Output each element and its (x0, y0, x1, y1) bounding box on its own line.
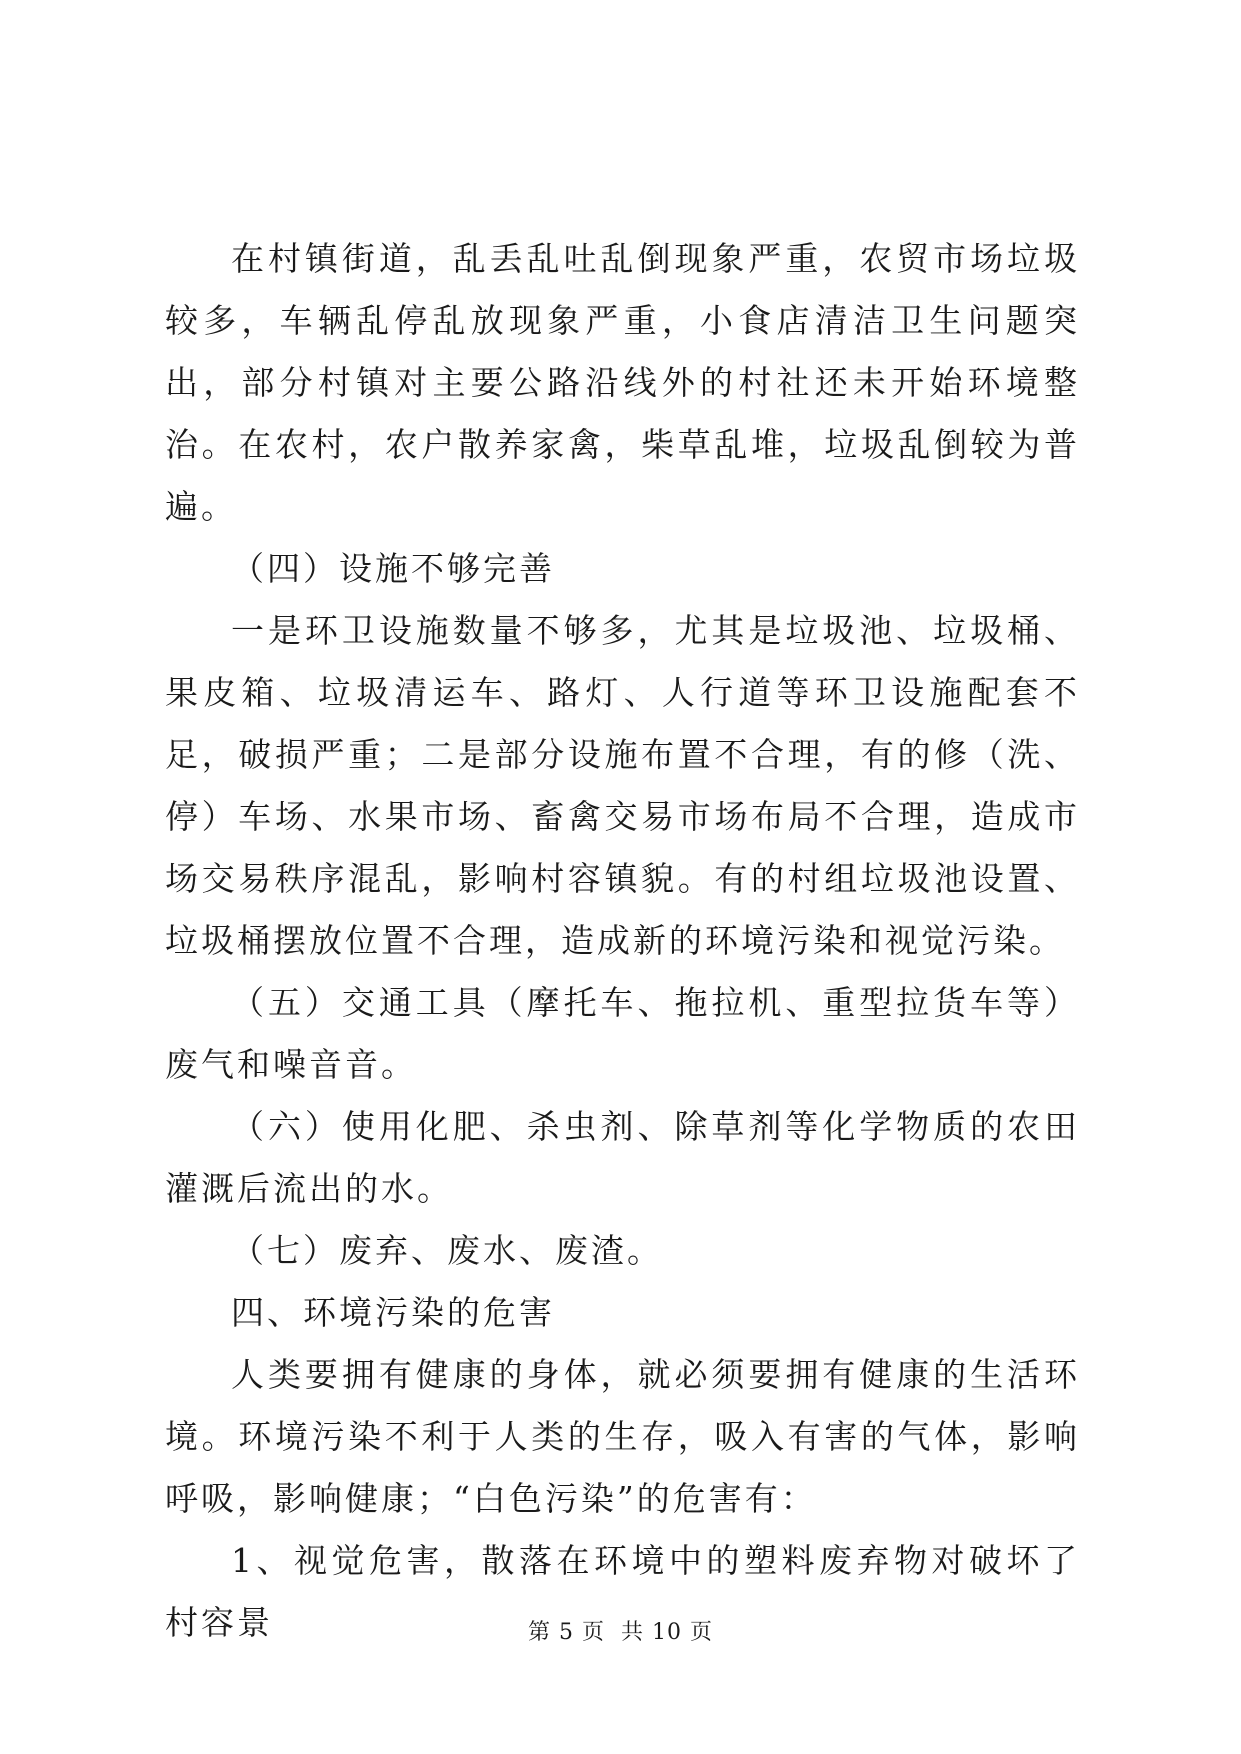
page-footer (0, 1618, 1241, 1648)
paragraph-facilities-details: 一是环卫设施数量不够多，尤其是垃圾池、垃圾桶、果皮箱、垃圾清运车、路灯、人行道等环卫设施配套不足，破损严重；二是部分设施布置不合理，有的修（洗、停）车场、水果市场、畜禽交易市场布局不合理，造成市场交易秩序混乱，影响村容镇貌。有的村组垃圾池设置、垃圾桶摆放位置不合理，造成新的环境污染和视觉污染。 (165, 611, 1080, 960)
item-farmland-runoff: （六）使用化肥、杀虫剂、除草剂等化学物质的农田灌溉后流出的水。 (165, 1107, 1080, 1208)
page-number-label: 第 5 页 共 10 页 (528, 1620, 713, 1645)
item-waste: （七）废弃、废水、废渣。 (231, 1231, 663, 1270)
item-visual-harm: 1、视觉危害，散落在环境中的塑料废弃物对破坏了村容景 (165, 1541, 1080, 1642)
paragraph-health-environment: 人类要拥有健康的身体，就必须要拥有健康的生活环境。环境污染不利于人类的生存，吸入有害的气体，影响呼吸，影响健康；“白色污染”的危害有： (165, 1355, 1080, 1518)
section-heading-pollution-harm: 四、环境污染的危害 (231, 1293, 555, 1332)
item-vehicle-exhaust-noise: （五）交通工具（摩托车、拖拉机、重型拉货车等）废气和噪音音。 (165, 983, 1080, 1084)
heading-facilities-incomplete: （四）设施不够完善 (231, 549, 555, 588)
document-body (165, 228, 1080, 1654)
paragraph-street-conditions: 在村镇街道，乱丢乱吐乱倒现象严重，农贸市场垃圾较多，车辆乱停乱放现象严重，小食店清洁卫生问题突出，部分村镇对主要公路沿线外的村社还未开始环境整治。在农村，农户散养家禽，柴草乱堆，垃圾乱倒较为普遍。 (165, 239, 1080, 526)
